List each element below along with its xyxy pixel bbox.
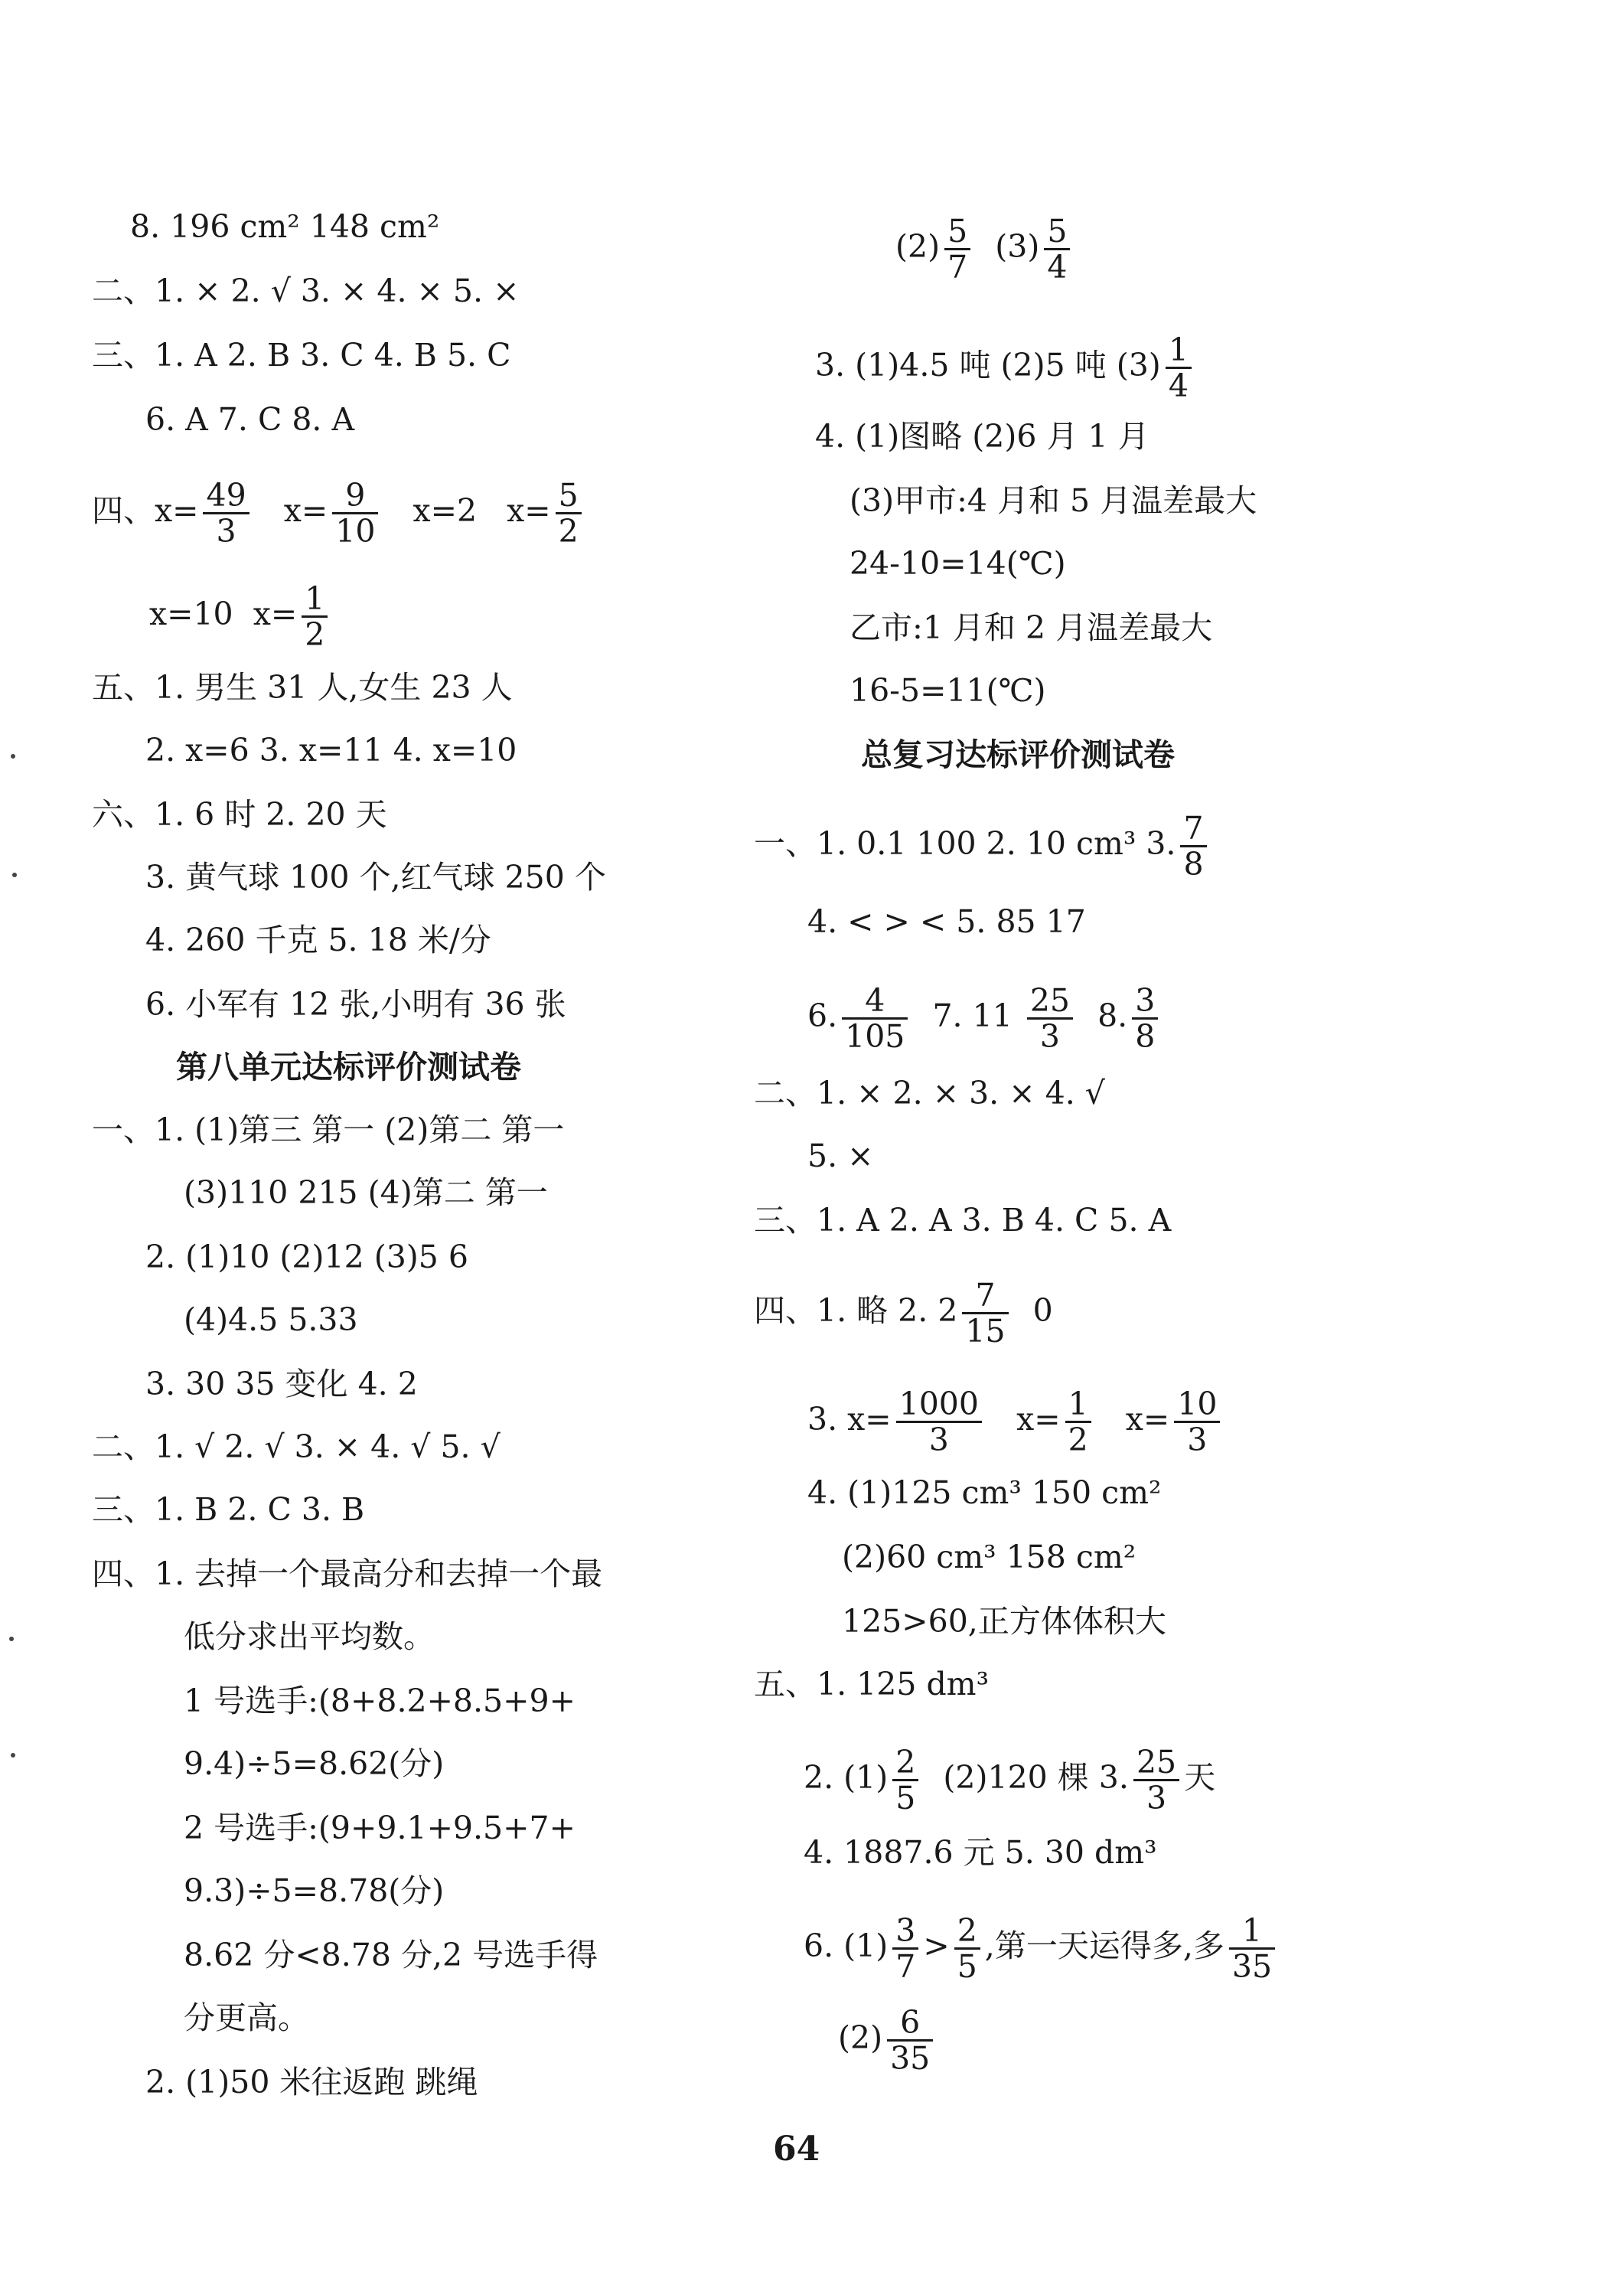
right-fraction-line	[804, 1914, 1280, 1983]
text: 四、1. 略 2. 2	[754, 1292, 958, 1329]
fraction	[954, 1914, 980, 1983]
left-line: 1 号选手:(8+8.2+8.5+9+	[184, 1683, 576, 1719]
text: x=	[1016, 1401, 1061, 1438]
left-line: 2. x=6 3. x=11 4. x=10	[145, 732, 517, 769]
left-equation-line: x=10 x= $\frac{1}{2}$	[149, 582, 332, 651]
fraction	[556, 478, 582, 548]
right-line: 24-10=14(℃)	[850, 545, 1066, 582]
text: (2)	[895, 228, 941, 265]
fraction	[1133, 1745, 1179, 1815]
text: 3. (1)4.5 吨 (2)5 吨 (3)	[815, 347, 1161, 384]
left-equation-line: 四、x= $\frac{49}{3}$ x= $\frac{9}{10}$ x=2 x= $\frac{5}{2}$	[92, 478, 586, 548]
denominator: 35	[890, 2040, 931, 2077]
fraction	[1044, 214, 1070, 284]
denominator: 8	[1183, 846, 1204, 883]
scan-speck	[9, 1637, 14, 1641]
text: (2)120 棵 3.	[943, 1759, 1129, 1796]
left-line: 8.62 分<8.78 分,2 号选手得	[184, 1937, 598, 1973]
fraction	[203, 478, 249, 548]
numerator: 2	[892, 1745, 918, 1781]
left-line: 五、1. 男生 31 人,女生 23 人	[92, 669, 513, 706]
numerator: 4	[842, 984, 908, 1020]
fraction	[944, 214, 970, 284]
left-line: 8. 196 cm² 148 cm²	[130, 208, 440, 245]
numerator: 5	[1044, 214, 1070, 250]
right-line: 16-5=11(℃)	[850, 672, 1046, 709]
scan-speck	[12, 873, 17, 877]
denominator: 3	[928, 1421, 949, 1458]
fraction	[962, 1278, 1008, 1348]
denominator: 10	[335, 513, 376, 550]
right-line: (2)60 cm³ 158 cm²	[842, 1539, 1136, 1575]
fraction	[1065, 1387, 1091, 1457]
left-line: 一、1. (1)第三 第一 (2)第二 第一	[92, 1111, 565, 1148]
numerator: 7	[1180, 811, 1206, 847]
text: x=	[1125, 1401, 1170, 1438]
fraction	[302, 582, 328, 651]
left-line: 2. (1)10 (2)12 (3)5 6	[145, 1239, 468, 1275]
numerator: 25	[1027, 984, 1073, 1020]
text: 一、1. 0.1 100 2. 10 cm³ 3.	[754, 825, 1176, 862]
numerator: 1000	[896, 1387, 982, 1423]
fraction	[892, 1914, 918, 1983]
right-fraction-line	[804, 1745, 1215, 1815]
numerator: 25	[1133, 1745, 1179, 1781]
numerator: 10	[1174, 1387, 1220, 1423]
fraction	[892, 1745, 918, 1815]
denominator: 5	[895, 1780, 916, 1816]
numerator: 1	[1229, 1914, 1275, 1950]
text: (2)	[838, 2019, 883, 2056]
page-number: 64	[773, 2130, 820, 2169]
text: 2. (1)	[804, 1759, 889, 1796]
denominator: 3	[1187, 1421, 1208, 1458]
left-line: 四、1. 去掉一个最高分和去掉一个最	[92, 1555, 603, 1592]
left-line: 2. (1)50 米往返跑 跳绳	[145, 2064, 478, 2100]
right-line: 乙市:1 月和 2 月温差最大	[850, 609, 1213, 646]
text: 7. 11	[932, 997, 1013, 1034]
numerator: 3	[1132, 984, 1158, 1020]
text: 3. x=	[807, 1401, 892, 1438]
numerator: 1	[1065, 1387, 1091, 1423]
denominator: 8	[1135, 1018, 1156, 1055]
right-fraction-line	[895, 214, 1075, 284]
numerator: 49	[203, 478, 249, 514]
right-line: 4. 1887.6 元 5. 30 dm³	[804, 1834, 1157, 1871]
denominator: 2	[558, 513, 579, 550]
section-heading: 总复习达标评价测试卷	[861, 736, 1175, 773]
right-fraction-line	[754, 811, 1211, 881]
right-line: 4. < > < 5. 85 17	[807, 903, 1086, 940]
text: ,第一天运得多,多	[984, 1927, 1225, 1964]
right-fraction-line	[754, 1278, 1053, 1348]
fraction	[1166, 333, 1192, 403]
denominator: 5	[957, 1948, 977, 1985]
numerator: 6	[887, 2006, 933, 2042]
right-line: 五、1. 125 dm³	[754, 1666, 989, 1702]
denominator: 3	[1146, 1780, 1167, 1816]
text: (3)	[995, 228, 1040, 265]
numerator: 9	[332, 478, 378, 514]
numerator: 7	[962, 1278, 1008, 1314]
fraction	[887, 2006, 933, 2075]
section-heading: 第八单元达标评价测试卷	[176, 1049, 521, 1085]
denominator: 35	[1231, 1948, 1273, 1985]
right-line: 二、1. × 2. × 3. × 4. √	[754, 1075, 1105, 1111]
right-line: 4. (1)图略 (2)6 月 1 月	[815, 418, 1150, 455]
numerator: 5	[944, 214, 970, 250]
fraction	[842, 984, 908, 1053]
left-line: 9.3)÷5=8.78(分)	[184, 1872, 445, 1909]
right-line: 5. ×	[807, 1138, 874, 1174]
text: 天	[1184, 1759, 1216, 1796]
fraction	[1229, 1914, 1275, 1983]
left-line: 低分求出平均数。	[184, 1618, 435, 1655]
right-fraction-line	[838, 2006, 938, 2075]
denominator: 15	[965, 1313, 1006, 1350]
right-fraction-line	[815, 333, 1196, 403]
text: 0	[1032, 1292, 1053, 1329]
text: 6. (1)	[804, 1927, 889, 1964]
denominator: 7	[947, 249, 968, 286]
denominator: 4	[1047, 249, 1068, 286]
fraction	[1180, 811, 1206, 881]
right-fraction-line	[807, 1387, 1225, 1457]
left-line: 三、1. B 2. C 3. B	[92, 1491, 365, 1528]
numerator: 1	[302, 582, 328, 618]
right-line: 125>60,正方体体积大	[842, 1603, 1166, 1640]
numerator: 5	[556, 478, 582, 514]
numerator: 1	[1166, 333, 1192, 369]
right-line: 4. (1)125 cm³ 150 cm²	[807, 1474, 1162, 1511]
fraction	[1174, 1387, 1220, 1457]
fraction	[1132, 984, 1158, 1053]
text: 四、x=	[92, 492, 199, 529]
denominator: 2	[1068, 1421, 1088, 1458]
left-line: 二、1. × 2. √ 3. × 4. × 5. ×	[92, 273, 520, 309]
left-line: (3)110 215 (4)第二 第一	[184, 1174, 548, 1211]
text: x=10	[149, 596, 233, 632]
text: 8.	[1097, 997, 1128, 1034]
right-line: 三、1. A 2. A 3. B 4. C 5. A	[754, 1202, 1172, 1239]
left-line: 2 号选手:(9+9.1+9.5+7+	[184, 1810, 576, 1846]
denominator: 3	[216, 513, 236, 550]
left-line: (4)4.5 5.33	[184, 1301, 358, 1338]
left-line: 二、1. √ 2. √ 3. × 4. √ 5. √	[92, 1428, 501, 1465]
fraction	[1027, 984, 1073, 1053]
scan-speck	[11, 754, 15, 759]
fraction	[896, 1387, 982, 1457]
left-line: 3. 30 35 变化 4. 2	[145, 1366, 418, 1402]
left-line: 9.4)÷5=8.62(分)	[184, 1745, 445, 1782]
denominator: 2	[305, 616, 325, 653]
left-line: 6. 小军有 12 张,小明有 36 张	[145, 986, 566, 1023]
right-line: (3)甲市:4 月和 5 月温差最大	[850, 482, 1257, 519]
left-line: 分更高。	[184, 1999, 309, 2036]
text: >	[923, 1927, 950, 1964]
left-line: 3. 黄气球 100 个,红气球 250 个	[145, 859, 606, 896]
fraction	[332, 478, 378, 548]
left-line: 三、1. A 2. B 3. C 4. B 5. C	[92, 337, 511, 374]
text: x=2	[413, 492, 478, 529]
denominator: 105	[845, 1018, 905, 1055]
numerator: 3	[892, 1914, 918, 1950]
scan-speck	[11, 1753, 15, 1758]
left-line: 六、1. 6 时 2. 20 天	[92, 796, 387, 833]
denominator: 4	[1168, 367, 1189, 404]
denominator: 3	[1039, 1018, 1060, 1055]
denominator: 7	[895, 1948, 916, 1985]
right-fraction-line	[807, 984, 1163, 1053]
numerator: 2	[954, 1914, 980, 1950]
text: 6.	[807, 997, 838, 1034]
left-line: 6. A 7. C 8. A	[145, 401, 355, 438]
left-line: 4. 260 千克 5. 18 米/分	[145, 922, 491, 958]
